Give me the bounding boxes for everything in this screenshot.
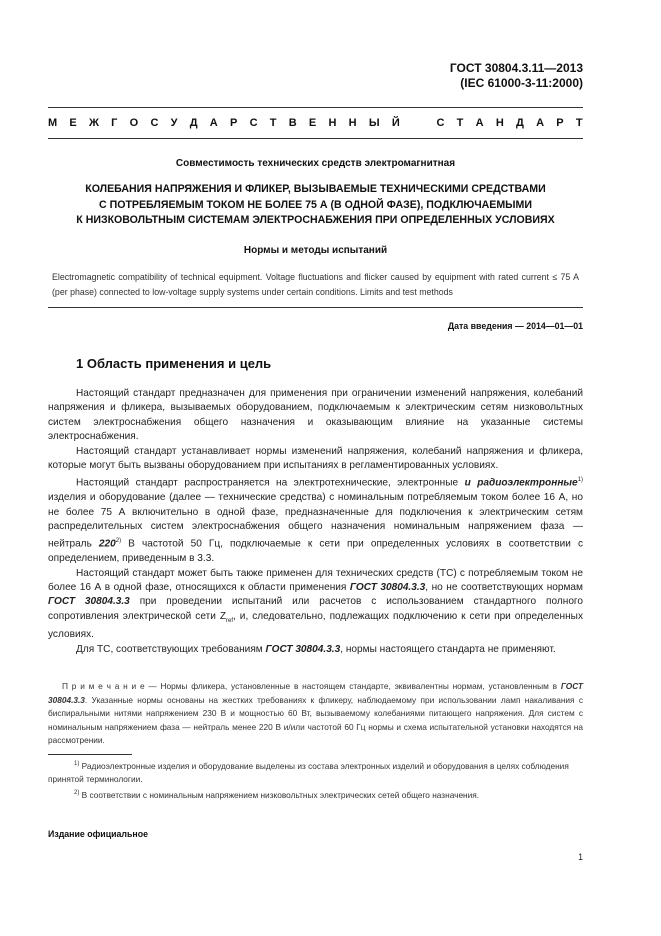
- gost-number: ГОСТ 30804.3.11—2013: [449, 61, 583, 75]
- footnotes: [48, 758, 583, 802]
- banner-letter: Е: [69, 117, 77, 129]
- banner-letter: Е: [308, 117, 317, 129]
- paragraph-5: Для ТС, соответствующих требованиям ГОСТ 30804.3.3, нормы настоящего стандарта не применяют.: [76, 643, 556, 655]
- banner-letter: Ж: [88, 117, 99, 129]
- banner-letter: Р: [229, 117, 238, 129]
- banner-letter: Д: [516, 117, 524, 129]
- footnote-ref-2: 2): [115, 538, 122, 545]
- banner-letter: Р: [556, 117, 564, 129]
- footnote-1: $^{1)}$ Радиоэлектронные изделия и оборудование выделены из состава электронных изделий и оборудования в целях соблюдения принятой терминологии.: [48, 760, 569, 785]
- banner-letter: Т: [575, 117, 583, 129]
- note-label: П р и м е ч а н и е: [62, 681, 145, 691]
- footnote-separator: [48, 754, 132, 755]
- title-subtitle: Нормы и методы испытаний: [243, 245, 388, 256]
- banner-letter: Ы: [368, 117, 380, 129]
- footnote-2: $^{2)}$ В соответствии с номинальным напряжением низковольтных электрических сетей общего назначения.: [74, 789, 480, 800]
- title-line-1: Совместимость технических средств электромагнитная: [175, 158, 456, 169]
- introduction-date: Дата введения — 2014—01—01: [447, 321, 583, 331]
- banner-letter: Д: [189, 117, 198, 129]
- edition-label: Издание официальное: [48, 829, 148, 839]
- paragraph-4: Настоящий стандарт может быть также применен для технических средств (ТС) с потребляемым током не более 16 А в одной фазе, относящихся к области применения ГОСТ 30804.3.3, но не соответствующих нормам ГОСТ 30804.3.3 при проведении испытаний или расчетов с использованием стандартного полного сопротивления электрической сети $Z_{ref}$, и, следовательно, подлежащих подключению к сети при определенных условиях.: [48, 567, 583, 641]
- iec-number: (IEC 61000-3-11:2000): [460, 76, 583, 90]
- banner-letter: С: [436, 117, 445, 129]
- paragraph-1: Настоящий стандарт предназначен для применения при ограничении изменений напряжения, колебаний напряжения и фликера, вызываемых оборудованием, подключаемым к электрическим сетям низковольтных систем электроснабжения общего назначения и оказывающим влияние на указанные системы электроснабжения.: [48, 388, 583, 443]
- title-line-4: К НИЗКОВОЛЬТНЫМ СИСТЕМАМ ЭЛЕКТРОСНАБЖЕНИЯ ПРИ ОПРЕДЕЛЕННЫХ УСЛОВИЯХ: [76, 214, 555, 226]
- section-1-body: [48, 387, 583, 657]
- banner-letter: С: [249, 117, 258, 129]
- banner-letter: Н: [328, 117, 337, 129]
- banner-letter: У: [170, 117, 178, 129]
- title-line-2: КОЛЕБАНИЯ НАПРЯЖЕНИЯ И ФЛИКЕР, ВЫЗЫВАЕМЫЕ ТЕХНИЧЕСКИМИ СРЕДСТВАМИ: [85, 183, 546, 195]
- banner-letter: Г: [111, 117, 118, 129]
- title-line-3: С ПОТРЕБЛЯЕМЫМ ТОКОМ НЕ БОЛЕЕ 75 А (В ОДНОЙ ФАЗЕ), ПОДКЛЮЧАЕМЫМИ: [99, 198, 532, 211]
- paragraph-2: Настоящий стандарт устанавливает нормы изменений напряжения, колебаний напряжения и фликера, которые могут быть вызваны оборудованием при испытаниях в регламентированных условиях.: [48, 445, 583, 472]
- banner-letter: О: [129, 117, 139, 129]
- banner-letter: Т: [456, 117, 464, 129]
- banner-letter: Н: [348, 117, 357, 129]
- paragraph-3: Настоящий стандарт распространяется на электротехнические, электронные и радиоэлектронные$^{1)}$ изделия и оборудование (далее — технические средства) с номинальным потребляемым током более 16 А, но не более 75 А включительно в одной фазе, предназначенные для подключения к электрическим сетям распределительных систем электроснабжения общего назначения номинальным напряжением фаза — нейтраль 220$^{2)}$ В частотой 50 Гц, подключаемые к сети при определенных условиях в соответствии с определением, приведенным в 3.3.: [48, 477, 583, 565]
- interstate-standard-banner: [48, 117, 583, 129]
- english-title: Electromagnetic compatibility of technical equipment. Voltage fluctuations and flicker caused by equipment with rated current ≤ 75 A (per phase) connected to low-voltage supply systems under certain conditions. Limits and test methods: [52, 272, 579, 297]
- document-title: [48, 182, 583, 229]
- banner-letter: А: [536, 117, 545, 129]
- banner-letter: А: [475, 117, 484, 129]
- banner-letter: С: [150, 117, 159, 129]
- note-block: П р и м е ч а н и е — Нормы фликера, установленные в настоящем стандарте, эквивалентны нормам, установленным в ГОСТ 30804.3.3. Указанные нормы основаны на жестких требованиях к фликеру, наблюдаемому при использовании ламп накаливания с биспиральными нитями напряжением 230 В и мощностью 60 Вт, вызываемому колебаниями питающего напряжения. Для систем с номинальным напряжением фаза — нейтраль менее 220 В и/или частотой 60 Гц нормы и схема испытательной установки находятся на рассмотрении.: [48, 681, 583, 746]
- banner-rule: [48, 138, 583, 139]
- page-number: 1: [578, 852, 583, 862]
- top-rule: [48, 107, 583, 108]
- footnote-ref-1: 1): [577, 477, 583, 484]
- banner-letter: А: [209, 117, 218, 129]
- document-header: [450, 61, 583, 91]
- banner-letter: Т: [269, 117, 277, 129]
- banner-letter: Н: [495, 117, 504, 129]
- section-1-heading: 1 Область применения и цель: [76, 356, 272, 371]
- banner-letter: Й: [391, 117, 400, 129]
- banner-letter: В: [288, 117, 297, 129]
- date-rule: [48, 307, 583, 308]
- banner-letter: М: [48, 117, 58, 129]
